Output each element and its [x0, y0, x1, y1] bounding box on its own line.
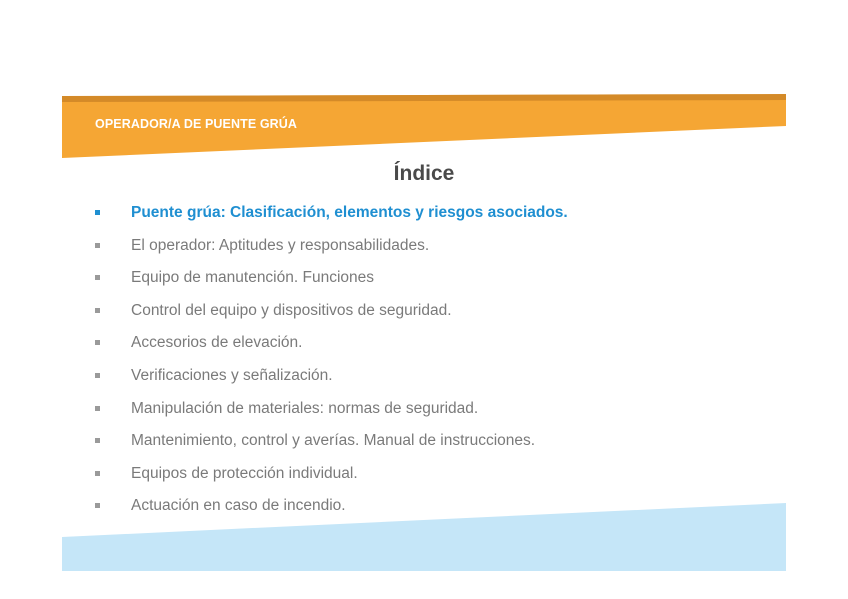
- toc-item-label: Manipulación de materiales: normas de seguridad.: [131, 399, 479, 417]
- bullet-icon: [95, 438, 100, 443]
- bullet-icon: [95, 373, 100, 378]
- bullet-icon: [95, 471, 100, 476]
- bullet-icon: [95, 243, 100, 248]
- bullet-icon: [95, 406, 100, 411]
- toc-item-label: Accesorios de elevación.: [131, 334, 303, 352]
- header-title: OPERADOR/A DE PUENTE GRÚA: [95, 117, 298, 131]
- bullet-icon: [95, 340, 100, 345]
- toc-item-label: Equipos de protección individual.: [131, 464, 358, 482]
- toc-item-label: Actuación en caso de incendio.: [131, 497, 346, 515]
- toc-item-label: Mantenimiento, control y averías. Manual de instrucciones.: [131, 432, 536, 450]
- toc-item-label: Control del equipo y dispositivos de seguridad.: [131, 301, 452, 319]
- bullet-icon: [95, 308, 100, 313]
- bullet-icon: [95, 275, 100, 280]
- bullet-icon: [95, 210, 100, 215]
- index-title: Índice: [393, 162, 455, 185]
- toc-item-label: Verificaciones y señalización.: [131, 366, 333, 384]
- bullet-icon: [95, 503, 100, 508]
- toc-item-label: El operador: Aptitudes y responsabilidades.: [131, 236, 430, 254]
- toc-item-label: Puente grúa: Clasificación, elementos y riesgos asociados.: [131, 204, 568, 221]
- toc-item-label: Equipo de manutención. Funciones: [131, 269, 374, 287]
